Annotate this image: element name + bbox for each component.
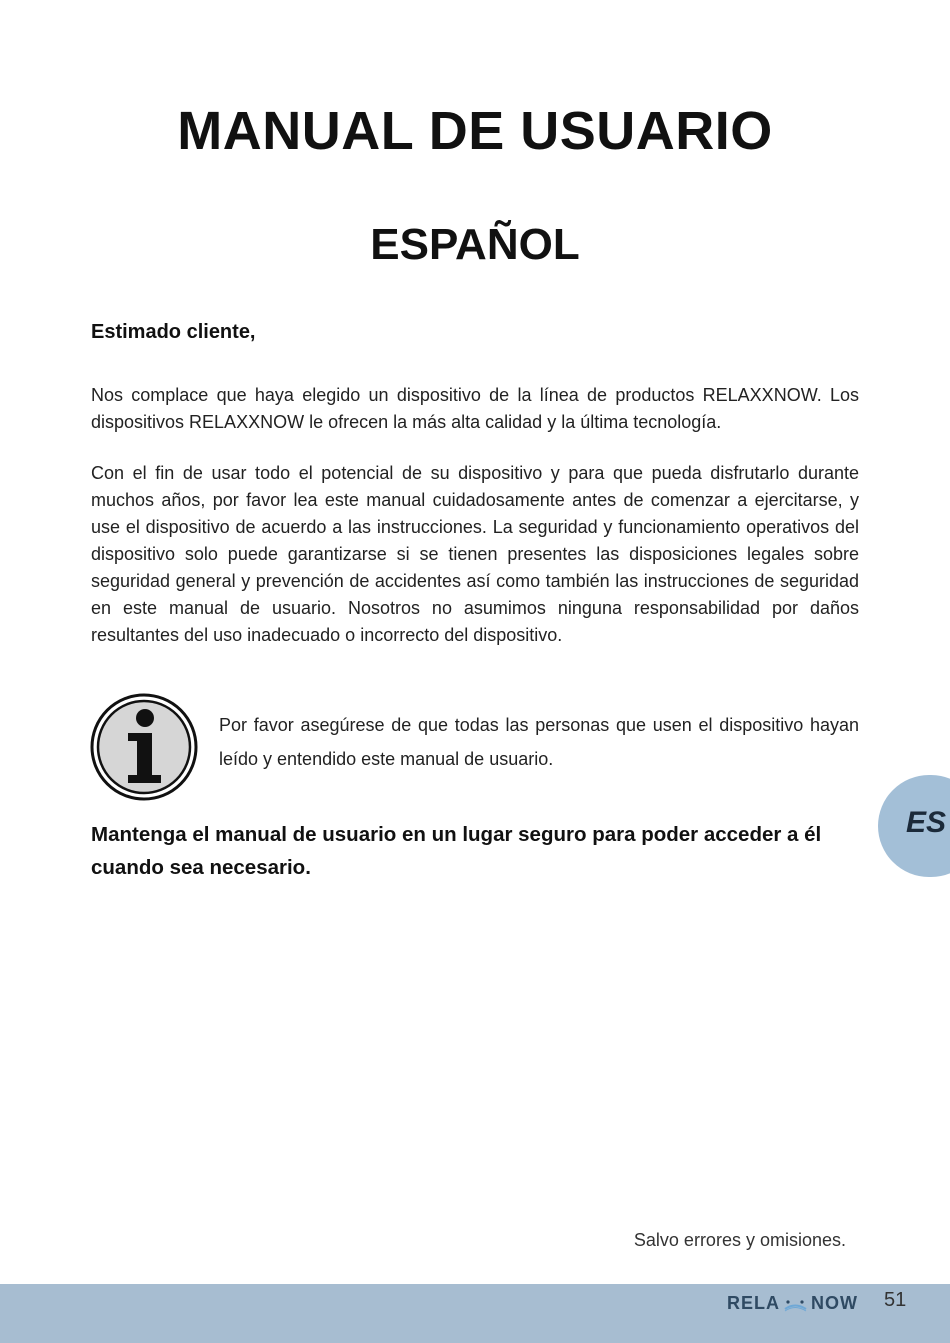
page-number: 51 xyxy=(884,1289,907,1311)
svg-text:NOW: NOW xyxy=(811,1293,858,1313)
relaxxnow-logo xyxy=(727,1290,867,1316)
storage-note: Mantenga el manual de usuario en un lugar seguro para poder acceder a él cuando sea necesario. xyxy=(91,823,822,879)
language-tab-label: ES xyxy=(906,806,947,839)
usage-paragraph: Con el fin de usar todo el potencial de su dispositivo y para que pueda disfrutarlo durante muchos años, por favor lea este manual cuidadosamente antes de comenzar a ejercitarse, y use el dispositivo de acuerdo a las instrucciones. La seguridad y funcionamiento operativos del dispositivo solo puede garantizarse si se tienen presentes las disposiciones legales sobre seguridad general y prevención de accidentes así como también las instrucciones de seguridad en este manual de usuario. Nosotros no asumimos ninguna responsabilidad por daños resultantes del uso inadecuado o incorrecto del dispositivo. xyxy=(91,463,859,645)
info-icon xyxy=(90,693,198,801)
greeting: Estimado cliente, xyxy=(91,321,256,343)
intro-paragraph: Nos complace que haya elegido un dispositivo de la línea de productos RELAXXNOW. Los dispositivos RELAXXNOW le ofrecen la más alta calidad y la última tecnología. xyxy=(91,385,859,432)
language-heading: ESPAÑOL xyxy=(370,220,580,269)
info-text: Por favor asegúrese de que todas las personas que usen el dispositivo hayan leído y entendido este manual de usuario. xyxy=(219,715,859,769)
language-tab xyxy=(878,775,950,877)
page-title: MANUAL DE USUARIO xyxy=(177,101,773,161)
disclaimer: Salvo errores y omisiones. xyxy=(633,1230,846,1250)
svg-text:RELA: RELA xyxy=(727,1293,780,1313)
